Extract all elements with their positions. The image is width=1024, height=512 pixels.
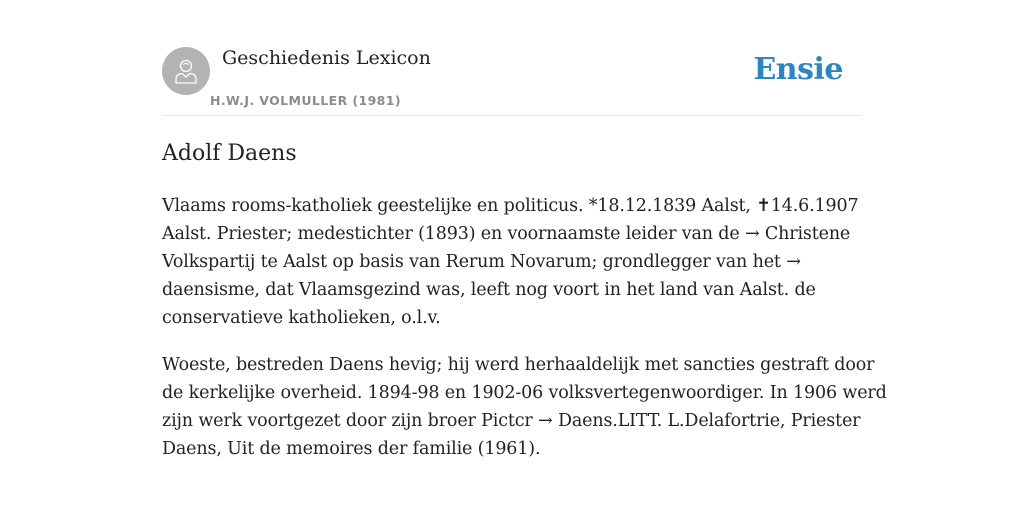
entry-card [162,0,887,512]
entry-header [162,0,862,116]
source-title[interactable]: Geschiedenis Lexicon [222,47,431,69]
paragraph-line: de kerkelijke overheid. 1894-98 en 1902-06 volksvertegenwoordiger. In 1906 werd [162,383,887,403]
paragraph-line: daensisme, dat Vlaamsgezind was, leeft nog voort in het land van Aalst. de [162,280,816,300]
source-author: H.W.J. VOLMULLER (1981) [210,93,401,108]
source-avatar[interactable] [162,47,210,95]
entry-paragraph-1 [162,192,862,332]
paragraph-line: conservatieve katholieken, o.l.v. [162,308,441,328]
paragraph-line: Vlaams rooms-katholiek geestelijke en politicus. *18.12.1839 Aalst, ✝14.6.1907 [162,196,859,216]
paragraph-line: zijn werk voortgezet door zijn broer Pictcr → Daens.LITT. L.Delafortrie, Priester [162,411,861,431]
ensie-logo[interactable]: Ensie [753,52,843,87]
entry-title: Adolf Daens [162,141,297,166]
paragraph-line: Aalst. Priester; medestichter (1893) en voornaamste leider van de → Christene [162,224,851,244]
entry-paragraph-2 [162,351,887,463]
user-icon [171,56,201,86]
paragraph-line: Volkspartij te Aalst op basis van Rerum Novarum; grondlegger van het → [162,252,801,272]
paragraph-line: Woeste, bestreden Daens hevig; hij werd herhaaldelijk met sancties gestraft door [162,355,875,375]
paragraph-line: Daens, Uit de memoires der familie (1961). [162,439,541,459]
